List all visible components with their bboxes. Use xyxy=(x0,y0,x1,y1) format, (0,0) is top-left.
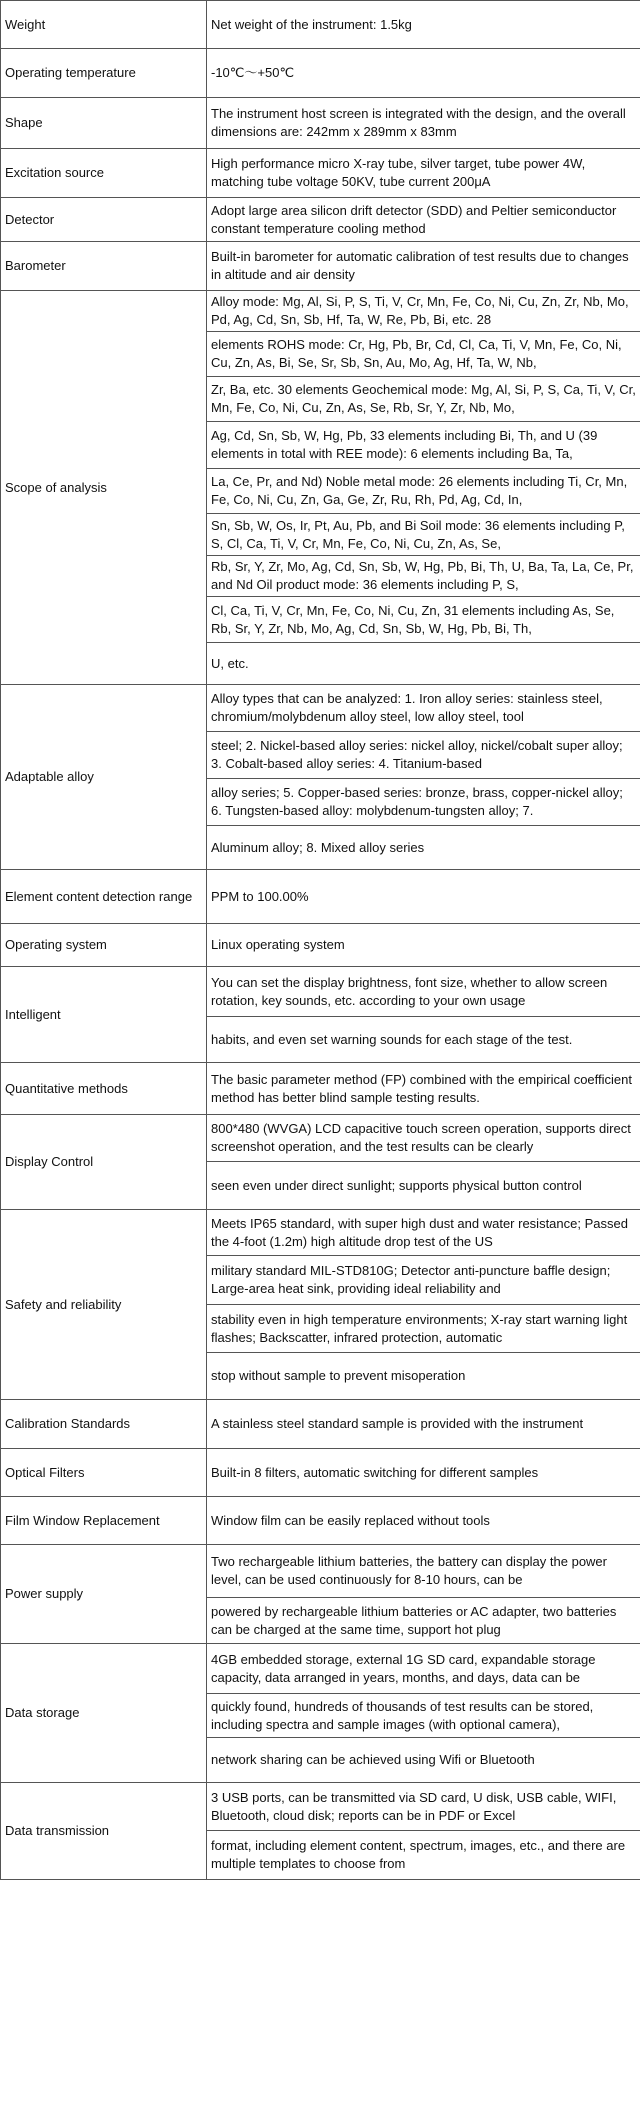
spec-value: Alloy mode: Mg, Al, Si, P, S, Ti, V, Cr, Mn, Fe, Co, Ni, Cu, Zn, Zr, Nb, Mo, Pd, Ag, Cd, Sn, Sb, Hf, Ta, W, Re, Pb, Bi, etc. 28 xyxy=(207,291,640,332)
spec-label: Display Control xyxy=(1,1115,207,1210)
spec-row xyxy=(1,1783,640,1831)
spec-label: Element content detection range xyxy=(1,870,207,924)
spec-label: Shape xyxy=(1,98,207,149)
spec-row xyxy=(1,1545,640,1598)
spec-row xyxy=(1,870,640,924)
spec-row xyxy=(1,98,640,149)
spec-row xyxy=(1,1497,640,1545)
spec-value: High performance micro X-ray tube, silver target, tube power 4W, matching tube voltage 50KV, tube current 200μA xyxy=(207,149,640,198)
spec-value: alloy series; 5. Copper-based series: bronze, brass, copper-nickel alloy; 6. Tungsten-based alloy: molybdenum-tungsten alloy; 7. xyxy=(207,779,640,826)
spec-label: Data storage xyxy=(1,1644,207,1783)
spec-label: Data transmission xyxy=(1,1783,207,1880)
spec-row xyxy=(1,49,640,98)
spec-value: elements ROHS mode: Cr, Hg, Pb, Br, Cd, Cl, Ca, Ti, V, Mn, Fe, Co, Ni, Cu, Zn, As, Bi, Se, Sr, Sb, Sn, Au, Mo, Ag, Hf, Ta, W, Nb, xyxy=(207,332,640,377)
spec-row xyxy=(1,1115,640,1162)
spec-value: Adopt large area silicon drift detector (SDD) and Peltier semiconductor constant temperature cooling method xyxy=(207,198,640,242)
spec-value: Net weight of the instrument: 1.5kg xyxy=(207,1,640,49)
spec-value: Built-in 8 filters, automatic switching for different samples xyxy=(207,1449,640,1497)
spec-label: Intelligent xyxy=(1,967,207,1063)
spec-value: format, including element content, spectrum, images, etc., and there are multiple templates to choose from xyxy=(207,1831,640,1880)
spec-table-body xyxy=(1,1,640,1880)
spec-row xyxy=(1,1644,640,1694)
spec-value: A stainless steel standard sample is provided with the instrument xyxy=(207,1400,640,1449)
spec-value: Two rechargeable lithium batteries, the battery can display the power level, can be used continuously for 8-10 hours, can be xyxy=(207,1545,640,1598)
spec-row xyxy=(1,198,640,242)
spec-value: -10℃～+50℃ xyxy=(207,49,640,98)
spec-row xyxy=(1,1400,640,1449)
spec-label: Calibration Standards xyxy=(1,1400,207,1449)
spec-row xyxy=(1,967,640,1017)
spec-label: Film Window Replacement xyxy=(1,1497,207,1545)
spec-value: The basic parameter method (FP) combined with the empirical coefficient method has better blind sample testing results. xyxy=(207,1063,640,1115)
spec-row xyxy=(1,242,640,291)
spec-row xyxy=(1,685,640,732)
spec-label: Safety and reliability xyxy=(1,1210,207,1400)
spec-row xyxy=(1,149,640,198)
spec-label: Detector xyxy=(1,198,207,242)
spec-row xyxy=(1,1063,640,1115)
spec-value: Meets IP65 standard, with super high dust and water resistance; Passed the 4-foot (1.2m) high altitude drop test of the US xyxy=(207,1210,640,1256)
spec-value: PPM to 100.00% xyxy=(207,870,640,924)
spec-value: Aluminum alloy; 8. Mixed alloy series xyxy=(207,826,640,870)
spec-row xyxy=(1,924,640,967)
spec-label: Optical Filters xyxy=(1,1449,207,1497)
spec-label: Weight xyxy=(1,1,207,49)
spec-label: Adaptable alloy xyxy=(1,685,207,870)
spec-value: Ag, Cd, Sn, Sb, W, Hg, Pb, 33 elements including Bi, Th, and U (39 elements in total with REE mode): 6 elements including Ba, Ta, xyxy=(207,422,640,469)
spec-value: network sharing can be achieved using Wifi or Bluetooth xyxy=(207,1738,640,1783)
spec-value: habits, and even set warning sounds for each stage of the test. xyxy=(207,1017,640,1063)
spec-value: Zr, Ba, etc. 30 elements Geochemical mode: Mg, Al, Si, P, S, Ca, Ti, V, Cr, Mn, Fe, Co, Ni, Cu, Zn, As, Se, Rb, Sr, Y, Zr, Nb, Mo, xyxy=(207,377,640,422)
spec-value: steel; 2. Nickel-based alloy series: nickel alloy, nickel/cobalt super alloy; 3. Cobalt-based alloy series: 4. Titanium-based xyxy=(207,732,640,779)
spec-value: seen even under direct sunlight; supports physical button control xyxy=(207,1162,640,1210)
spec-value: 3 USB ports, can be transmitted via SD card, U disk, USB cable, WIFI, Bluetooth, cloud disk; reports can be in PDF or Excel xyxy=(207,1783,640,1831)
spec-label: Power supply xyxy=(1,1545,207,1644)
spec-value: 800*480 (WVGA) LCD capacitive touch screen operation, supports direct screenshot operation, and the test results can be clearly xyxy=(207,1115,640,1162)
spec-value: U, etc. xyxy=(207,643,640,685)
spec-value: military standard MIL-STD810G; Detector anti-puncture baffle design; Large-area heat sink, providing ideal reliability and xyxy=(207,1256,640,1305)
spec-label: Operating system xyxy=(1,924,207,967)
spec-row xyxy=(1,1,640,49)
spec-label: Scope of analysis xyxy=(1,291,207,685)
spec-label: Quantitative methods xyxy=(1,1063,207,1115)
spec-label: Excitation source xyxy=(1,149,207,198)
spec-value: La, Ce, Pr, and Nd) Noble metal mode: 26 elements including Ti, Cr, Mn, Fe, Co, Ni, Cu, Zn, Ga, Ge, Zr, Ru, Rh, Pd, Ag, Cd, In, xyxy=(207,469,640,514)
spec-value: 4GB embedded storage, external 1G SD card, expandable storage capacity, data arranged in years, months, and days, data can be xyxy=(207,1644,640,1694)
spec-label: Barometer xyxy=(1,242,207,291)
spec-value: Built-in barometer for automatic calibration of test results due to changes in altitude and air density xyxy=(207,242,640,291)
spec-label: Operating temperature xyxy=(1,49,207,98)
spec-value: Linux operating system xyxy=(207,924,640,967)
spec-value: quickly found, hundreds of thousands of test results can be stored, including spectra and sample images (with optional camera), xyxy=(207,1694,640,1738)
spec-row xyxy=(1,291,640,332)
spec-value: You can set the display brightness, font size, whether to allow screen rotation, key sounds, etc. according to your own usage xyxy=(207,967,640,1017)
spec-value: powered by rechargeable lithium batteries or AC adapter, two batteries can be charged at the same time, support hot plug xyxy=(207,1598,640,1644)
spec-value: Sn, Sb, W, Os, Ir, Pt, Au, Pb, and Bi Soil mode: 36 elements including P, S, Cl, Ca, Ti, V, Cr, Mn, Fe, Co, Ni, Cu, Zn, As, Se, xyxy=(207,514,640,556)
spec-value: Rb, Sr, Y, Zr, Mo, Ag, Cd, Sn, Sb, W, Hg, Pb, Bi, Th, U, Ba, Ta, La, Ce, Pr, and Nd Oil product mode: 36 elements including P, S, xyxy=(207,556,640,597)
spec-row xyxy=(1,1210,640,1256)
spec-value: Cl, Ca, Ti, V, Cr, Mn, Fe, Co, Ni, Cu, Zn, 31 elements including As, Se, Rb, Sr, Y, Zr, Nb, Mo, Ag, Cd, Sn, Sb, W, Hg, Pb, Bi, Th, xyxy=(207,597,640,643)
spec-value: Alloy types that can be analyzed: 1. Iron alloy series: stainless steel, chromium/molybdenum alloy steel, low alloy steel, tool xyxy=(207,685,640,732)
spec-value: The instrument host screen is integrated with the design, and the overall dimensions are: 242mm x 289mm x 83mm xyxy=(207,98,640,149)
spec-row xyxy=(1,1449,640,1497)
spec-value: Window film can be easily replaced without tools xyxy=(207,1497,640,1545)
spec-value: stop without sample to prevent misoperation xyxy=(207,1353,640,1400)
spec-value: stability even in high temperature environments; X-ray start warning light flashes; Backscatter, infrared protection, automatic xyxy=(207,1305,640,1353)
